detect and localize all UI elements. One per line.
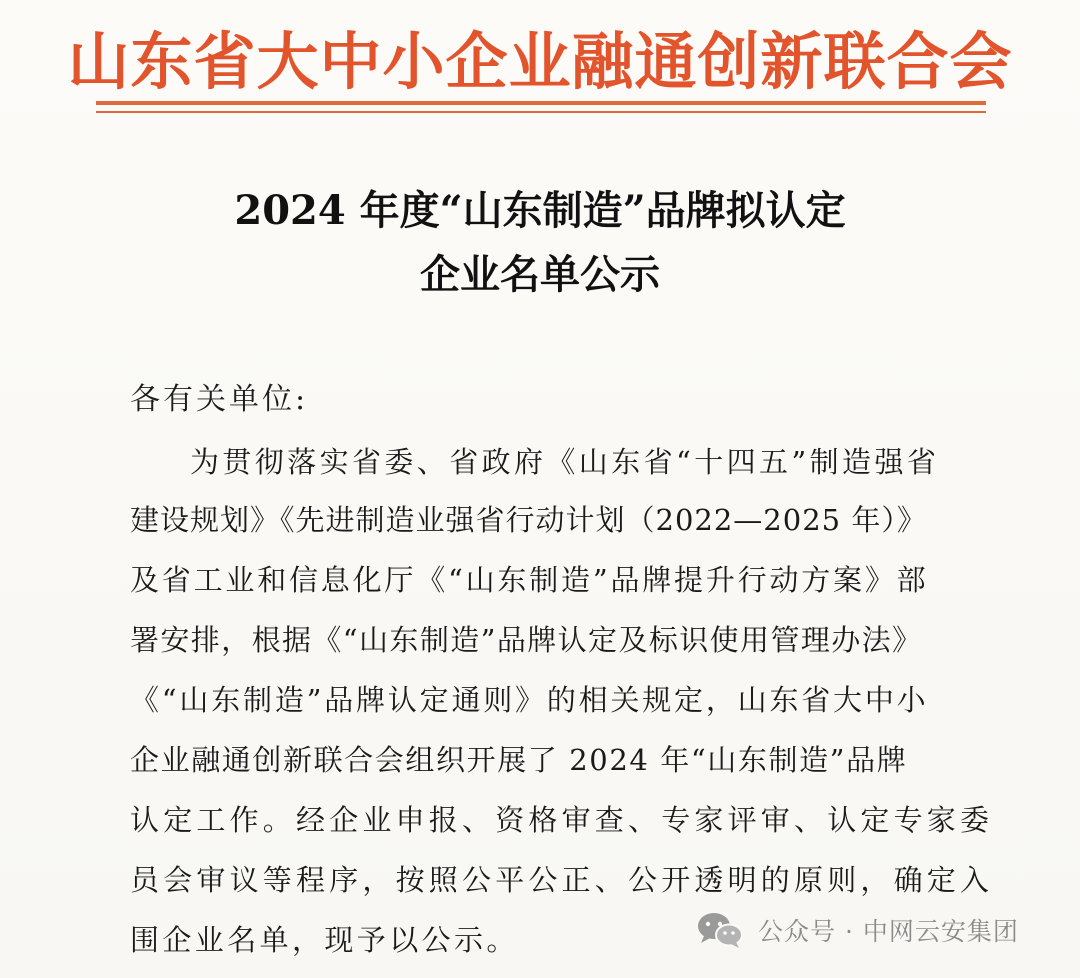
body-line-9: 围企业名单，现予以公示。 [130,923,519,957]
body-line-5: 《“山东制造”品牌认定通则》的相关规定，山东省大中小 [130,683,929,717]
body-line-4: 署安排，根据《“山东制造”品牌认定及标识使用管理办法》 [130,623,923,657]
body-line-6: 企业融通创新联合会组织开展了 2024 年“山东制造”品牌 [130,743,908,777]
header-rule-thick [96,101,986,105]
wechat-icon [696,911,744,949]
organization-header: 山东省大中小企业融通创新联合会 [67,25,1013,98]
watermark [696,908,1019,952]
body-line-7: 认定工作。经企业申报、资格审查、专家评审、认定专家委 [130,803,994,837]
document-title-line-1: 2024 年度“山东制造”品牌拟认定 [234,187,846,234]
document-title-line-2: 企业名单公示 [420,251,660,298]
header-rule-thin [96,111,986,113]
body-line-8: 员会审议等程序，按照公平公正、公开透明的原则，确定入 [130,863,994,897]
body-line-1: 为贯彻落实省委、省政府《山东省“十四五”制造强省 [190,445,940,479]
body-line-2: 建设规划》《先进制造业强省行动计划（2022—2025 年）》 [130,503,927,537]
body-line-3: 及省工业和信息化厅《“山东制造”品牌提升行动方案》部 [130,563,929,597]
salutation: 各有关单位: [130,382,309,417]
watermark-text: 公众号 · 中网云安集团 [758,917,1019,946]
